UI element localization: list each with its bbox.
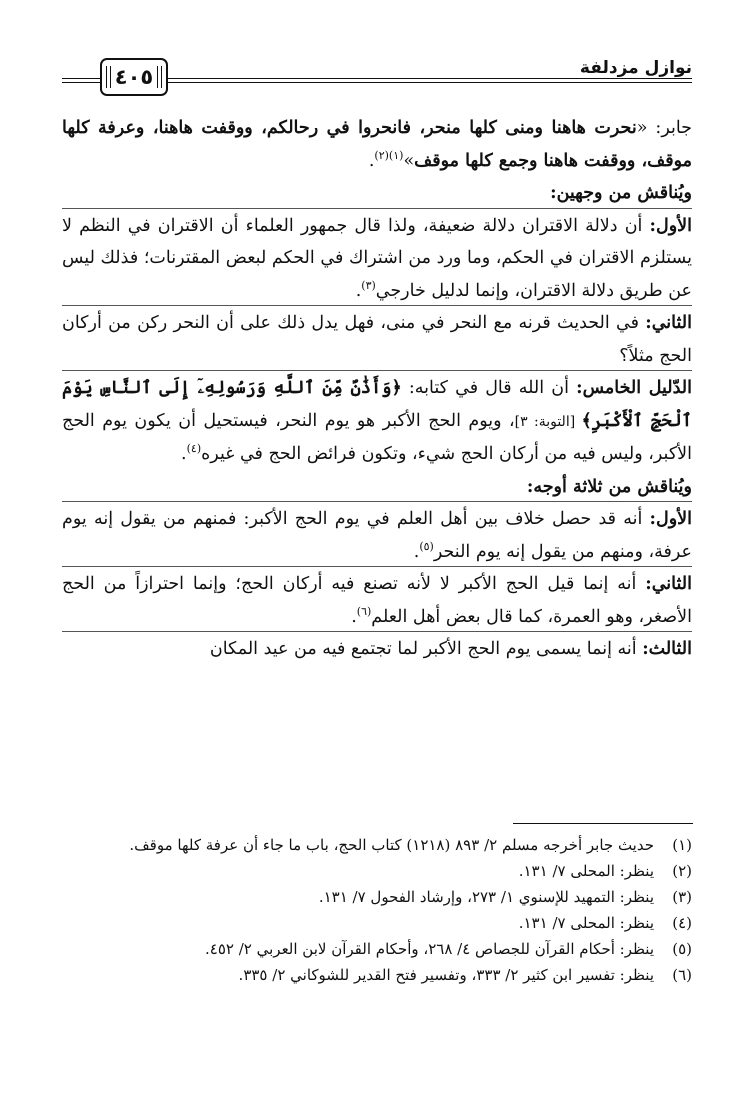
footnote-number: (١) — [672, 836, 692, 854]
hadith-close: » — [403, 150, 415, 171]
quran-verse: ﴿وَأَذَٰنٌ مِّنَ ٱللَّهِ وَرَسُولِهِۦٓ إِلَى ٱلنَّاسِ يَوْمَ ٱلْحَجِّ ٱلْأَكْبَرِ﴾ — [62, 378, 693, 431]
footnote-number: (٦) — [672, 966, 692, 984]
paragraph-first-reply: الأول: أنه قد حصل خلاف بين أهل العلم في يوم الحج الأكبر: فمنهم من يقول إنه يوم عرفة، ومنهم من يقول إنه يوم النحر$^{(٥)}$. — [62, 503, 692, 568]
footnote-ref: (٥) — [419, 539, 434, 553]
page-header — [62, 54, 692, 98]
main-text — [62, 112, 692, 666]
footnote-separator — [513, 823, 693, 824]
footnote-number: (٢) — [672, 862, 692, 880]
footnote-text: ينظر: تفسير ابن كثير ٢/ ٣٣٣، وتفسير فتح القدير للشوكاني ٢/ ٣٣٥. — [238, 966, 654, 984]
section-heading-three-aspects: ويُناقش من ثلاثة أوجه: — [526, 476, 692, 497]
item-label: الأول: — [649, 509, 692, 529]
footnote-item — [62, 832, 692, 858]
paragraph-second-reply: الثاني: أنه إنما قيل الحج الأكبر لا لأنه تصنع فيه أركان الحج؛ وإنما احترازاً من الحج الأصغر، وهو العمرة، كما قال بعض أهل العلم$^{(٦)}$. — [62, 568, 692, 633]
page-number-box — [100, 58, 168, 96]
item-label: الثالث: — [642, 639, 692, 659]
footnote-number: (٥) — [672, 940, 692, 958]
running-title: نوازل مزدلفة — [579, 58, 692, 78]
paragraph-first-aspect: الأول: أن دلالة الاقتران دلالة ضعيفة، ولذا قال جمهور العلماء أن الاقتران في النظم لا يستلزم الاقتران في الحكم، وما ورد من اشتراك في الحكم لبعض المقترنات؛ فذلك ليس عن طريق دلالة الاقتران، وإنما لدليل خارجي$^{(٣)}$. — [62, 210, 692, 308]
item-label: الثاني: — [645, 313, 692, 333]
footnote-ref: (٣) — [361, 278, 376, 292]
footnote-item — [62, 910, 692, 936]
footnote-item — [62, 962, 692, 988]
footnote-number: (٣) — [672, 888, 692, 906]
footnote-number: (٤) — [672, 914, 692, 932]
section-heading-two-aspects: ويُناقش من وجهين: — [550, 183, 692, 203]
footnote-ref: (٤) — [186, 442, 202, 456]
footnote-item — [62, 884, 692, 910]
footnotes — [62, 832, 692, 988]
footnote-ref: (١)(٢) — [374, 148, 404, 162]
footnote-text: ينظر: أحكام القرآن للجصاص ٤/ ٢٦٨، وأحكام القرآن لابن العربي ٢/ ٤٥٢. — [205, 940, 654, 958]
footnote-text: ينظر: التمهيد للإسنوي ١/ ٢٧٣، وإرشاد الفحول ٧/ ١٣١. — [318, 888, 654, 906]
footnote-text: ينظر: المحلى ٧/ ١٣١. — [518, 914, 654, 932]
paragraph-third-reply: الثالث: أنه إنما يسمى يوم الحج الأكبر لما تجتمع فيه من عيد المكان — [62, 633, 692, 666]
hadith-text: نحرت هاهنا ومنى كلها منحر، فانحروا في رحالكم، ووقفت هاهنا، وعرفة كلها موقف، ووقفت هاهنا وجمع كلها موقف — [62, 118, 692, 171]
paragraph-fifth-evidence: الدّليل الخامس: أن الله قال في كتابه: ﴿وَأَذَٰنٌ مِّنَ ٱللَّهِ وَرَسُولِهِۦٓ إِلَى ٱلنَّاسِ يَوْمَ ٱلْحَجِّ ٱلْأَكْبَرِ﴾ [التوبة: ٣]، ويوم الحج الأكبر هو يوم النحر، فيستحيل أن يكون يوم الحج الأكبر، وليس فيه من أركان الحج شيء، وتكون فرائض الحج في غيره$^{(٤)}$. — [62, 372, 692, 471]
footnote-ref: (٦) — [356, 604, 372, 618]
page-number: ٤٠٥ — [114, 65, 154, 89]
hadith-lead: جابر: « — [636, 118, 693, 138]
footnote-text: حديث جابر أخرجه مسلم ٢/ ٨٩٣ (١٢١٨) كتاب الحج، باب ما جاء أن عرفة كلها موقف. — [129, 836, 654, 854]
item-label: الثاني: — [645, 574, 692, 594]
paragraph-second-aspect: الثاني: في الحديث قرنه مع النحر في منى، فهل يدل ذلك على أن النحر ركن من أركان الحج مثلاً؟ — [62, 307, 692, 372]
item-label: الأول: — [649, 215, 692, 236]
footnote-text: ينظر: المحلى ٧/ ١٣١. — [518, 862, 654, 880]
verse-citation: [التوبة: ٣] — [514, 413, 582, 430]
footnote-item — [62, 858, 692, 884]
footnote-item — [62, 936, 692, 962]
paragraph-hadith: جابر: «نحرت هاهنا ومنى كلها منحر، فانحروا في رحالكم، ووقفت هاهنا، وعرفة كلها موقف، ووقفت هاهنا وجمع كلها موقف»$^{(١)(٢)}$. — [62, 118, 693, 171]
item-label: الدّليل الخامس: — [576, 378, 692, 398]
